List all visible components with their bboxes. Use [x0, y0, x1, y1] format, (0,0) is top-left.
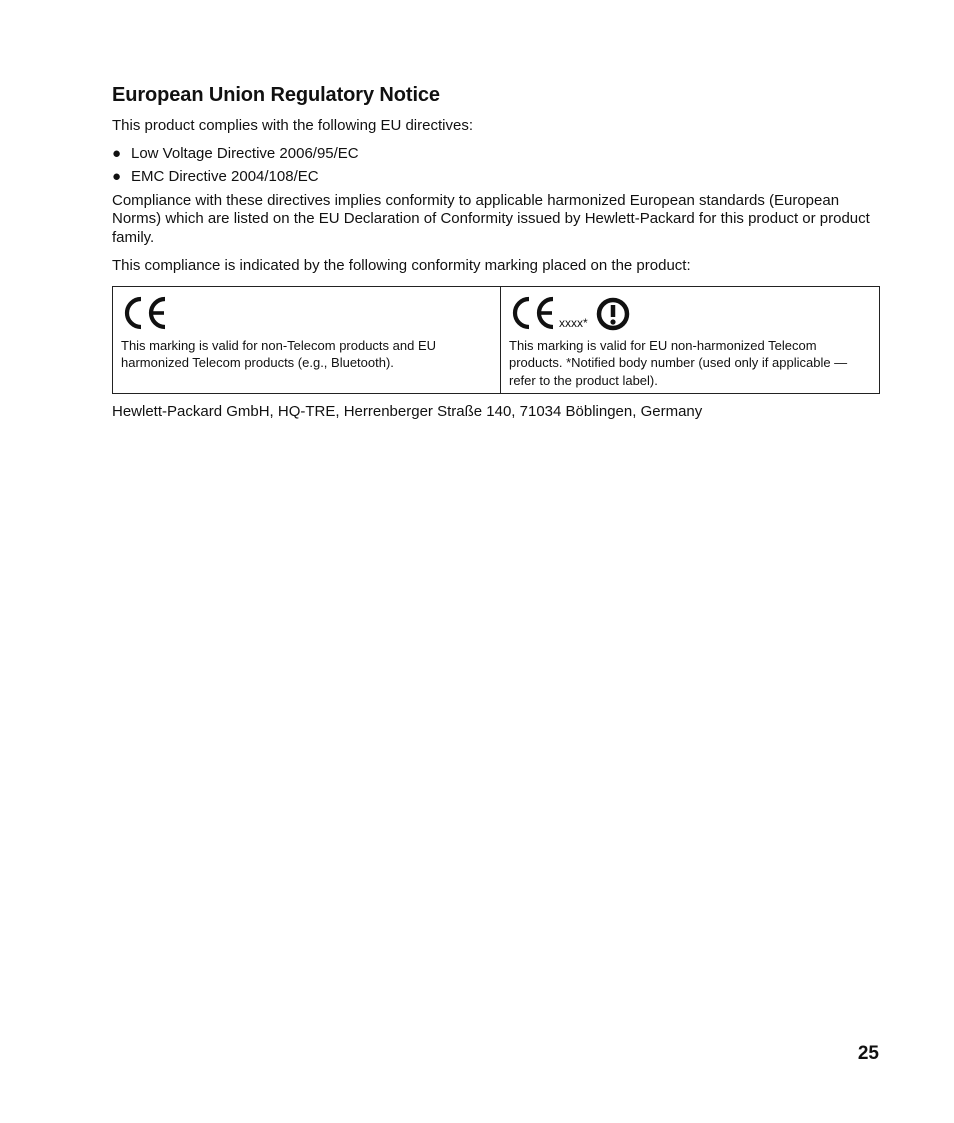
alert-circle-icon	[596, 297, 630, 331]
list-item	[112, 145, 880, 164]
marking-intro-text: This compliance is indicated by the following conformity marking placed on the product:	[112, 257, 691, 274]
page-number: 25	[857, 1043, 879, 1064]
marking-cell-non-telecom	[113, 286, 501, 394]
list-item	[112, 168, 880, 187]
ce-mark-icon	[509, 295, 557, 331]
page-title: European Union Regulatory Notice	[112, 84, 440, 106]
bullet-icon: ●	[112, 144, 122, 162]
ce-mark-icon	[121, 295, 169, 331]
directive-label: Low Voltage Directive 2006/95/EC	[131, 144, 359, 162]
marking-cell-non-harmonized-telecom	[501, 286, 880, 394]
directives-list	[112, 145, 880, 187]
page-content	[112, 82, 880, 422]
conformity-marking-table	[112, 286, 880, 395]
notified-body-number: xxxx*	[559, 315, 588, 330]
bullet-icon: ●	[112, 168, 122, 185]
marking-description: This marking is valid for EU non-harmonized Telecom products. *Notified body number (used only if applicable — refer to the product label).	[509, 337, 848, 388]
intro-text: This product complies with the following EU directives:	[112, 117, 473, 134]
compliance-text: Compliance with these directives implies conformity to applicable harmonized European standards (European Norms) which are listed on the EU Declaration of Conformity issued by Hewlett-Packard for this product or product family.	[112, 191, 870, 246]
directive-label: EMC Directive 2004/108/EC	[131, 168, 319, 185]
marking-description: This marking is valid for non-Telecom products and EU harmonized Telecom products (e.g., Bluetooth).	[121, 337, 437, 370]
manufacturer-address: Hewlett-Packard GmbH, HQ-TRE, Herrenberger Straße 140, 71034 Böblingen, Germany	[112, 403, 703, 420]
